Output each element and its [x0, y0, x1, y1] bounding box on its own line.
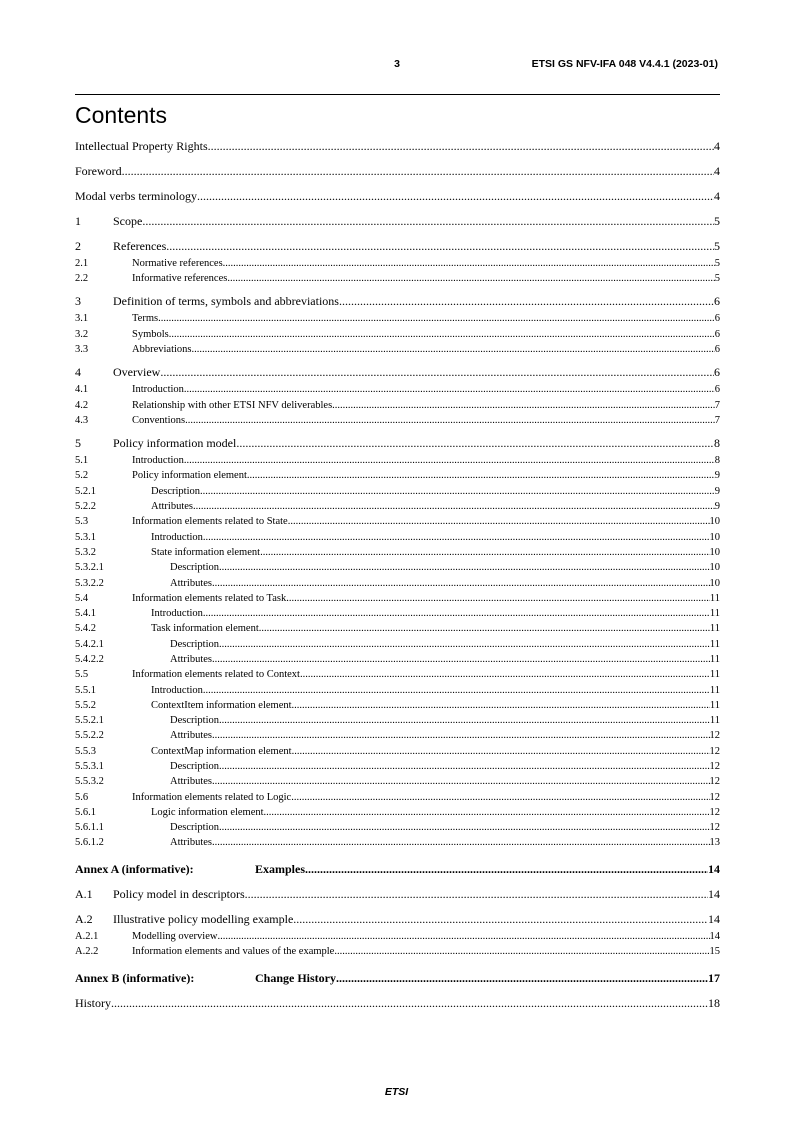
toc-entry[interactable] [75, 714, 720, 727]
toc-dot-leader [236, 436, 714, 451]
toc-dot-leader [245, 887, 708, 902]
toc-entry-page: 18 [708, 996, 720, 1010]
toc-entry-title: Task information element [151, 623, 259, 634]
toc-dot-leader [227, 272, 714, 285]
toc-entry-title: Abbreviations [132, 344, 192, 355]
footer-etsi: ETSI [384, 1086, 409, 1098]
toc-entry[interactable] [75, 791, 720, 804]
toc-entry-page: 14 [708, 912, 720, 926]
toc-entry-title: Attributes [170, 578, 212, 589]
toc-entry[interactable] [75, 760, 720, 773]
toc-entry-title: Information elements related to Logic [132, 792, 292, 803]
toc-entry-number: 5.5.2 [75, 700, 96, 711]
toc-entry-title: Description [170, 562, 219, 573]
toc-entry-number: 5.1 [75, 455, 89, 466]
toc-entry-page: 10 [709, 532, 720, 543]
toc-dot-leader [203, 531, 710, 544]
toc-dot-leader [293, 912, 708, 927]
toc-entry-title: Attributes [170, 654, 212, 665]
toc-entry-title: Attributes [151, 501, 193, 512]
toc-entry[interactable] [75, 239, 720, 254]
toc-entry-page: 14 [708, 862, 720, 876]
toc-dot-leader [169, 328, 715, 341]
toc-entry-title: Intellectual Property Rights [75, 139, 208, 153]
toc-entry-number: 2 [75, 239, 81, 253]
toc-entry[interactable] [75, 139, 720, 154]
toc-entry-title: Description [170, 715, 219, 726]
toc-dot-leader [203, 607, 710, 620]
toc-entry-title: Attributes [170, 776, 212, 787]
toc-entry-page: 5 [714, 214, 720, 228]
toc-dot-leader [212, 775, 710, 788]
toc-dot-leader [336, 971, 708, 986]
toc-entry-number: 5.5.3 [75, 746, 96, 757]
toc-entry-number: 3.2 [75, 329, 89, 340]
toc-entry-number: 5.5.1 [75, 685, 96, 696]
toc-entry-page: 5 [714, 239, 720, 253]
toc-entry-title: Normative references [132, 258, 223, 269]
toc-entry-number: 3.1 [75, 313, 89, 324]
toc-dot-leader [219, 561, 710, 574]
toc-entry[interactable] [75, 515, 720, 528]
toc-entry-page: 6 [714, 365, 720, 379]
toc-entry[interactable] [75, 930, 720, 943]
toc-entry[interactable] [75, 806, 720, 819]
toc-entry[interactable] [75, 996, 720, 1011]
toc-entry-title: Definition of terms, symbols and abbreviations [113, 294, 339, 308]
toc-entry-title: Attributes [170, 730, 212, 741]
toc-entry-number: Annex A (informative): [75, 862, 194, 876]
toc-entry-page: 12 [709, 807, 720, 818]
toc-entry-page: 11 [709, 623, 720, 634]
toc-dot-leader [200, 485, 715, 498]
toc-entry-number: 5.3.2.2 [75, 578, 104, 589]
toc-entry[interactable] [75, 592, 720, 605]
toc-dot-leader [184, 383, 715, 396]
toc-entry-page: 4 [714, 139, 720, 153]
toc-entry-title: ContextItem information element [151, 700, 292, 711]
toc-entry-number: 5.5.2.1 [75, 715, 104, 726]
toc-entry-number: 5.6.1 [75, 807, 96, 818]
toc-entry-page: 11 [709, 700, 720, 711]
toc-dot-leader [184, 454, 715, 467]
toc-entry-number: 3 [75, 294, 81, 308]
toc-entry-number: A.2 [75, 912, 93, 926]
toc-entry[interactable] [75, 577, 720, 590]
toc-entry-page: 11 [709, 593, 720, 604]
toc-entry-page: 5 [714, 273, 720, 284]
toc-entry[interactable] [75, 272, 720, 285]
toc-entry-title: Modelling overview [132, 931, 218, 942]
toc-entry-page: 8 [714, 436, 720, 450]
toc-entry-title: History [75, 996, 111, 1010]
toc-entry[interactable] [75, 257, 720, 270]
toc-entry[interactable] [75, 745, 720, 758]
page-title: Contents [75, 102, 168, 128]
toc-entry-page: 17 [708, 971, 720, 985]
toc-dot-leader [219, 760, 710, 773]
toc-entry-title: ContextMap information element [151, 746, 292, 757]
toc-entry-number: A.2.1 [75, 931, 99, 942]
toc-dot-leader [212, 729, 710, 742]
toc-entry-title: Introduction [151, 532, 203, 543]
toc-entry-title: Relationship with other ETSI NFV deliverables [132, 400, 333, 411]
toc-entry[interactable] [75, 862, 720, 877]
toc-dot-leader [122, 164, 714, 179]
toc-entry-page: 11 [709, 639, 720, 650]
toc-entry-page: 15 [709, 946, 720, 957]
toc-entry-number: 5.6.1.1 [75, 822, 104, 833]
toc-entry-page: 12 [709, 746, 720, 757]
toc-dot-leader [111, 996, 708, 1011]
toc-entry[interactable] [75, 821, 720, 834]
toc-entry-number: 5 [75, 436, 81, 450]
toc-entry-page: 9 [714, 470, 720, 481]
toc-dot-leader [212, 836, 710, 849]
toc-dot-leader [259, 622, 710, 635]
toc-entry-page: 12 [709, 792, 720, 803]
toc-entry-number: 4.1 [75, 384, 89, 395]
toc-entry[interactable] [75, 328, 720, 341]
toc-dot-leader [197, 189, 714, 204]
toc-entry-title: References [113, 239, 167, 253]
toc-dot-leader [292, 745, 710, 758]
toc-entry-page: 13 [709, 837, 720, 848]
toc-dot-leader [288, 515, 710, 528]
table-of-contents [75, 0, 720, 1122]
toc-entry-title: Modal verbs terminology [75, 189, 197, 203]
toc-dot-leader [339, 294, 714, 309]
toc-dot-leader [286, 592, 710, 605]
toc-entry[interactable] [75, 294, 720, 309]
toc-dot-leader [223, 257, 715, 270]
toc-entry-title: Information elements related to State [132, 516, 288, 527]
toc-entry-page: 10 [709, 516, 720, 527]
toc-dot-leader [166, 239, 714, 254]
toc-entry-title: Attributes [170, 837, 212, 848]
toc-entry-page: 12 [709, 822, 720, 833]
toc-entry-title: Foreword [75, 164, 122, 178]
toc-dot-leader [203, 684, 710, 697]
toc-entry-number: 5.5.3.1 [75, 761, 104, 772]
toc-dot-leader [192, 343, 715, 356]
toc-entry-page: 6 [714, 344, 720, 355]
toc-entry-title: Description [170, 822, 219, 833]
toc-entry[interactable] [75, 653, 720, 666]
toc-entry[interactable] [75, 912, 720, 927]
toc-dot-leader [158, 312, 715, 325]
toc-entry-page: 4 [714, 164, 720, 178]
toc-entry-page: 6 [714, 329, 720, 340]
toc-entry-number: 4 [75, 365, 81, 379]
toc-entry-title: Change History [255, 971, 336, 985]
toc-entry-number: 1 [75, 214, 81, 228]
toc-dot-leader [292, 699, 710, 712]
toc-entry-page: 6 [714, 384, 720, 395]
toc-entry-page: 11 [709, 669, 720, 680]
toc-entry-page: 11 [709, 608, 720, 619]
toc-entry-number: 5.2.2 [75, 501, 96, 512]
toc-entry-page: 10 [709, 562, 720, 573]
toc-entry[interactable] [75, 454, 720, 467]
toc-dot-leader [334, 945, 709, 958]
toc-entry-title: Description [151, 486, 200, 497]
toc-entry-number: 5.6 [75, 792, 89, 803]
toc-entry-number: 5.3.2.1 [75, 562, 104, 573]
toc-entry-page: 5 [714, 258, 720, 269]
toc-entry-title: State information element [151, 547, 261, 558]
toc-entry[interactable] [75, 531, 720, 544]
toc-entry-title: Overview [113, 365, 161, 379]
toc-entry-number: 5.4.2 [75, 623, 96, 634]
toc-entry-title: Scope [113, 214, 143, 228]
toc-entry[interactable] [75, 836, 720, 849]
toc-entry-number: 5.4.2.2 [75, 654, 104, 665]
toc-dot-leader [160, 365, 714, 380]
toc-entry-page: 7 [714, 415, 720, 426]
toc-entry[interactable] [75, 887, 720, 902]
toc-dot-leader [212, 653, 710, 666]
toc-entry-page: 14 [709, 931, 720, 942]
toc-entry[interactable] [75, 668, 720, 681]
toc-entry-number: 5.5.2.2 [75, 730, 104, 741]
toc-entry[interactable] [75, 971, 720, 986]
toc-entry-title: Policy information element [132, 470, 247, 481]
toc-entry[interactable] [75, 622, 720, 635]
toc-entry-page: 11 [709, 685, 720, 696]
toc-entry-page: 9 [714, 486, 720, 497]
toc-entry-number: 5.2.1 [75, 486, 96, 497]
toc-entry[interactable] [75, 189, 720, 204]
toc-entry-page: 10 [709, 578, 720, 589]
toc-entry-title: Information elements related to Context [132, 669, 300, 680]
toc-entry-title: Illustrative policy modelling example [113, 912, 294, 926]
toc-dot-leader [260, 546, 709, 559]
toc-entry-number: 5.3.2 [75, 547, 96, 558]
page-number: 3 [394, 58, 400, 70]
toc-entry-title: Symbols [132, 329, 169, 340]
toc-entry[interactable] [75, 436, 720, 451]
toc-entry-page: 12 [709, 776, 720, 787]
toc-entry-page: 10 [709, 547, 720, 558]
toc-entry-title: Introduction [132, 384, 184, 395]
toc-entry-number: 5.4.2.1 [75, 639, 104, 650]
toc-entry[interactable] [75, 500, 720, 513]
toc-entry[interactable] [75, 561, 720, 574]
toc-entry[interactable] [75, 383, 720, 396]
toc-entry-number: A.1 [75, 887, 93, 901]
document-id: ETSI GS NFV-IFA 048 V4.4.1 (2023-01) [531, 58, 718, 70]
toc-dot-leader [291, 791, 709, 804]
toc-entry[interactable] [75, 684, 720, 697]
toc-entry-number: 2.1 [75, 258, 89, 269]
toc-dot-leader [247, 469, 715, 482]
toc-entry-page: 6 [714, 294, 720, 308]
toc-entry-number: Annex B (informative): [75, 971, 195, 985]
toc-entry-title: Policy information model [113, 436, 237, 450]
toc-entry-title: Logic information element [151, 807, 264, 818]
toc-entry[interactable] [75, 485, 720, 498]
toc-entry[interactable] [75, 775, 720, 788]
toc-dot-leader [264, 806, 710, 819]
toc-entry-number: 4.3 [75, 415, 89, 426]
toc-entry-page: 11 [709, 715, 720, 726]
toc-dot-leader [217, 930, 709, 943]
toc-entry-page: 4 [714, 189, 720, 203]
toc-entry-title: Terms [132, 313, 159, 324]
toc-dot-leader [193, 500, 715, 513]
toc-entry-title: Conventions [132, 415, 186, 426]
toc-entry[interactable] [75, 312, 720, 325]
toc-dot-leader [219, 821, 710, 834]
toc-dot-leader [332, 399, 715, 412]
toc-entry-number: 2.2 [75, 273, 89, 284]
toc-entry[interactable] [75, 729, 720, 742]
toc-entry-title: Informative references [132, 273, 228, 284]
toc-dot-leader [305, 862, 708, 877]
toc-entry[interactable] [75, 638, 720, 651]
toc-entry-number: 4.2 [75, 400, 89, 411]
toc-entry[interactable] [75, 699, 720, 712]
toc-entry[interactable] [75, 399, 720, 412]
toc-dot-leader [208, 139, 714, 154]
toc-entry-page: 11 [709, 654, 720, 665]
toc-dot-leader [142, 214, 714, 229]
toc-entry-title: Information elements related to Task [132, 593, 287, 604]
toc-entry-title: Introduction [151, 608, 203, 619]
toc-entry-page: 8 [714, 455, 720, 466]
toc-dot-leader [219, 714, 710, 727]
toc-entry-title: Description [170, 761, 219, 772]
toc-entry[interactable] [75, 546, 720, 559]
toc-entry-number: 3.3 [75, 344, 89, 355]
toc-dot-leader [212, 577, 710, 590]
toc-entry-number: 5.5.3.2 [75, 776, 104, 787]
toc-entry[interactable] [75, 343, 720, 356]
toc-entry-title: Policy model in descriptors [113, 887, 245, 901]
toc-entry[interactable] [75, 164, 720, 179]
toc-dot-leader [185, 414, 715, 427]
toc-entry[interactable] [75, 469, 720, 482]
toc-entry-page: 12 [709, 730, 720, 741]
toc-entry-title: Examples [255, 862, 306, 876]
toc-entry-number: 5.4.1 [75, 608, 96, 619]
toc-entry-page: 12 [709, 761, 720, 772]
toc-entry-number: 5.3.1 [75, 532, 96, 543]
toc-entry-number: A.2.2 [75, 946, 99, 957]
toc-entry-number: 5.3 [75, 516, 89, 527]
toc-entry[interactable] [75, 214, 720, 229]
toc-entry-title: Information elements and values of the example [132, 946, 335, 957]
toc-entry[interactable] [75, 607, 720, 620]
toc-entry-title: Introduction [151, 685, 203, 696]
toc-entry-title: Description [170, 639, 219, 650]
toc-entry[interactable] [75, 414, 720, 427]
toc-entry-page: 9 [714, 501, 720, 512]
toc-entry[interactable] [75, 945, 720, 958]
toc-entry-number: 5.4 [75, 593, 89, 604]
toc-entry-page: 14 [708, 887, 720, 901]
toc-entry-number: 5.6.1.2 [75, 837, 104, 848]
toc-entry-number: 5.5 [75, 669, 89, 680]
toc-entry-number: 5.2 [75, 470, 89, 481]
toc-entry-page: 7 [714, 400, 720, 411]
toc-entry-title: Introduction [132, 455, 184, 466]
toc-entry[interactable] [75, 365, 720, 380]
toc-dot-leader [219, 638, 710, 651]
toc-entry-page: 6 [714, 313, 720, 324]
toc-dot-leader [300, 668, 710, 681]
